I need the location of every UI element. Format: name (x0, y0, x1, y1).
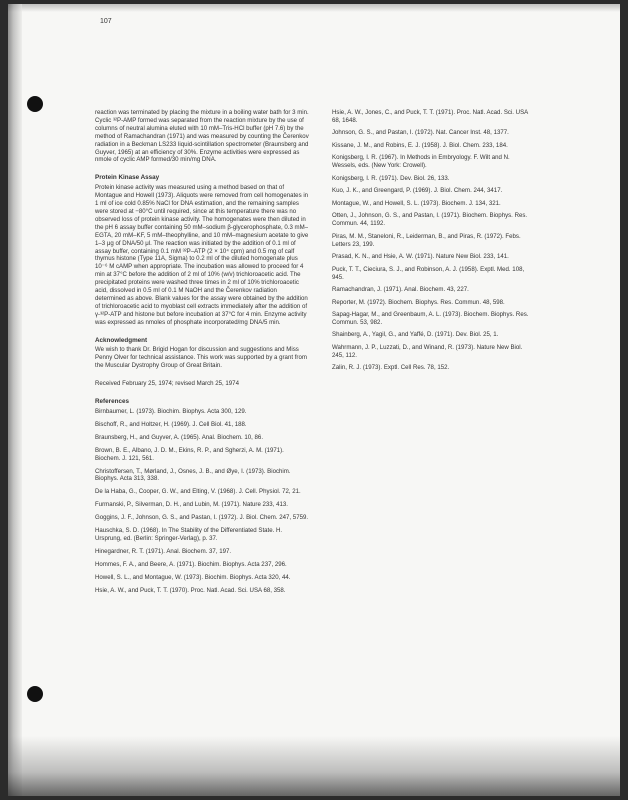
reference-item: Reporter, M. (1972). Biochem. Biophys. Res. Commun. 48, 598. (332, 298, 505, 306)
reference-item: Hsie, A. W., and Puck, T. T. (1970). Proc. Natl. Acad. Sci. USA 68, 358. (95, 586, 286, 594)
binder-hole-bottom (27, 686, 43, 702)
protein-kinase-paragraph: Protein kinase activity was measured using a method based on that of Montague and Howell (1973). Aliquots were removed from cell homogenates in 1 ml of ice cold 0.85% NaCl for DNA estimation, and the remaining samples were stored at −80°C until required, since at this temperature there was no observed loss of protein kinase activity. The homogenates were then diluted in the pH 6 assay buffer containing 50 mM–sodium β-glycerophosphate, 0.3 mM–EGTA, 20 mM–KF, 5 mM–theophylline, and 10 mM–magnesium acetate to give 1–3 μg of DNA/50 μl. The reaction was initiated by the addition of 0.1 ml of assay buffer, containing 0.1 mM ³²P–ATP (2 × 10⁴ cpm) and 0.5 mg of calf thymus histone (Type 11A, Sigma) to 0.2 ml of the diluted homogenate plus 10⁻⁶ M cAMP when appropriate. The incubation was allowed to proceed for 4 min at 37°C before the addition of 2 ml of 10% (w/v) trichloroacetic acid. The precipitated proteins were washed three times in 2 ml of 10% trichloroacetic acid, dissolved in 0.5 ml of 0.1 M NaOH and the Čerenkov radiation determined as above. Blank values for the assay were obtained by the addition of trichloroacetic acid to myoblast cell extracts immediately after the addition of γ-³²P-ATP and histone but before incubation at 37°C for 4 min. Enzyme activity was expressed as nmoles of phosphate incorporated/mg DNA/5 min. (95, 184, 309, 326)
reference-item: Hauschka, S. D. (1968). In The Stability of the Differentiated State. H. Ursprung, ed. (Berlin: Springer-Verlag), p. 37. (95, 527, 283, 542)
reference-item: Brown, B. E., Albano, J. D. M., Ekins, R. P., and Sgherzi, A. M. (1971). Biochem. J. 121, 561. (95, 446, 284, 462)
reference-item: Konigsberg, I. R. (1967). In Methods in Embryology. F. Wilt and N. Wessels, eds. (New York: Crowell). (332, 154, 510, 170)
received-date: Received February 25, 1974; revised March 25, 1974 (95, 380, 239, 388)
left-column (95, 109, 309, 600)
reference-item: Bischoff, R., and Holtzer, H. (1969). J. Cell Biol. 41, 188. (95, 420, 247, 428)
reference-item: Otten, J., Johnson, G. S., and Pastan, I. (1971). Biochem. Biophys. Res. Commun. 44, 1192. (332, 212, 528, 228)
reference-item: Furmanski, P., Silverman, D. H., and Lubin, M. (1971). Nature 233, 413. (95, 501, 288, 509)
reference-list-right (332, 109, 534, 372)
scanned-page (8, 4, 620, 796)
references-heading: References (95, 398, 129, 406)
acknowledgment-heading: Acknowledgment (95, 336, 148, 344)
reference-item: Sapag-Hagar, M., and Greenbaum, A. L. (1973). Biochem. Biophys. Res. Commun. 53, 982. (332, 311, 529, 326)
page-number: 107 (100, 18, 112, 25)
reference-item: Zalin, R. J. (1973). Exptl. Cell Res. 78, 152. (332, 364, 450, 372)
reference-item: Piras, M. M., Staneloni, R., Leiderman, B., and Piras, R. (1972). Febs. Letters 23, 199. (332, 232, 521, 248)
scan-shadow-left (8, 4, 22, 796)
reference-item: Hinegardner, R. T. (1971). Anal. Biochem. 37, 197. (95, 547, 232, 555)
reference-item: Shainberg, A., Yagil, G., and Yaffé, D. (1971). Dev. Biol. 25, 1. (332, 331, 499, 339)
reference-item: Hommes, F. A., and Beere, A. (1971). Biochim. Biophys. Acta 237, 296. (95, 560, 287, 568)
reference-item: Wahrmann, J. P., Luzzati, D., and Winand, R. (1973). Nature New Biol. 245, 112. (332, 343, 523, 359)
reference-item: Puck, T. T., Cieciura, S. J., and Robinson, A. J. (1958). Exptl. Med. 108, 945. (332, 265, 525, 281)
reference-item: Konigsberg, I. R. (1971). Dev. Biol. 26, 133. (332, 174, 450, 182)
reference-item: Birnbaumer, L. (1973). Biochim. Biophys. Acta 300, 129. (95, 408, 247, 415)
reference-item: Hsie, A. W., Jones, C., and Puck, T. T. (1971). Proc. Natl. Acad. Sci. USA 68, 1648. (332, 109, 528, 124)
reference-item: Kuo, J. K., and Greengard, P. (1969). J. Biol. Chem. 244, 3417. (332, 187, 503, 195)
methods-paragraph: reaction was terminated by placing the mixture in a boiling water bath for 3 min. Cyclic ³²P-AMP formed was separated from the reaction mixture by the use of columns of neutral alumina eluted with 10 mM–Tris-HCl buffer (pH 7.6) by the method of Ramachandran (1971) and was measured by counting the Čerenkov radiation in a Beckman LS233 liquid-scintillation spectrometer (Braunsberg and Guyver, 1965) at an efficiency of 30%. Enzyme activities were expressed as nmole of cyclic AMP formed/30 min/mg DNA. (95, 109, 309, 164)
protein-kinase-heading: Protein Kinase Assay (95, 174, 160, 182)
reference-item: Johnson, G. S., and Pastan, I. (1972). Nat. Cancer Inst. 48, 1377. (332, 129, 509, 137)
reference-list-left (95, 408, 309, 595)
scan-shadow-top (8, 4, 620, 12)
reference-item: Montague, W., and Howell, S. L. (1973). Biochem. J. 134, 321. (332, 199, 501, 207)
reference-item: Goggins, J. F., Johnson, G. S., and Pastan, I. (1972). J. Biol. Chem. 247, 5759. (95, 514, 309, 522)
reference-item: Prasad, K. N., and Hsie, A. W. (1971). Nature New Biol. 233, 141. (332, 253, 509, 261)
reference-item: De la Haba, G., Cooper, G. W., and Elting, V. (1968). J. Cell. Physiol. 72, 21. (95, 488, 301, 496)
scan-shadow-bottom (8, 736, 620, 796)
reference-item: Ramachandran, J. (1971). Anal. Biochem. 43, 227. (332, 286, 469, 294)
acknowledgment-paragraph: We wish to thank Dr. Brigid Hogan for discussion and suggestions and Miss Penny Olver for technical assistance. This work was supported by a grant from the Muscular Dystrophy Group of Great Britain. (95, 346, 307, 370)
binder-hole-top (27, 96, 43, 112)
reference-item: Howell, S. L., and Montague, W. (1973). Biochim. Biophys. Acta 320, 44. (95, 573, 291, 581)
reference-item: Christoffersen, T., Mørland, J., Osnes, J. B., and Øye, I. (1973). Biochim. Biophys. Acta 313, 338. (95, 467, 291, 483)
reference-item: Kissane, J. M., and Robins, E. J. (1958). J. Biol. Chem. 233, 184. (332, 141, 508, 149)
right-column (332, 109, 534, 377)
reference-item: Braunsberg, H., and Guyver, A. (1965). Anal. Biochem. 10, 86. (95, 433, 264, 441)
